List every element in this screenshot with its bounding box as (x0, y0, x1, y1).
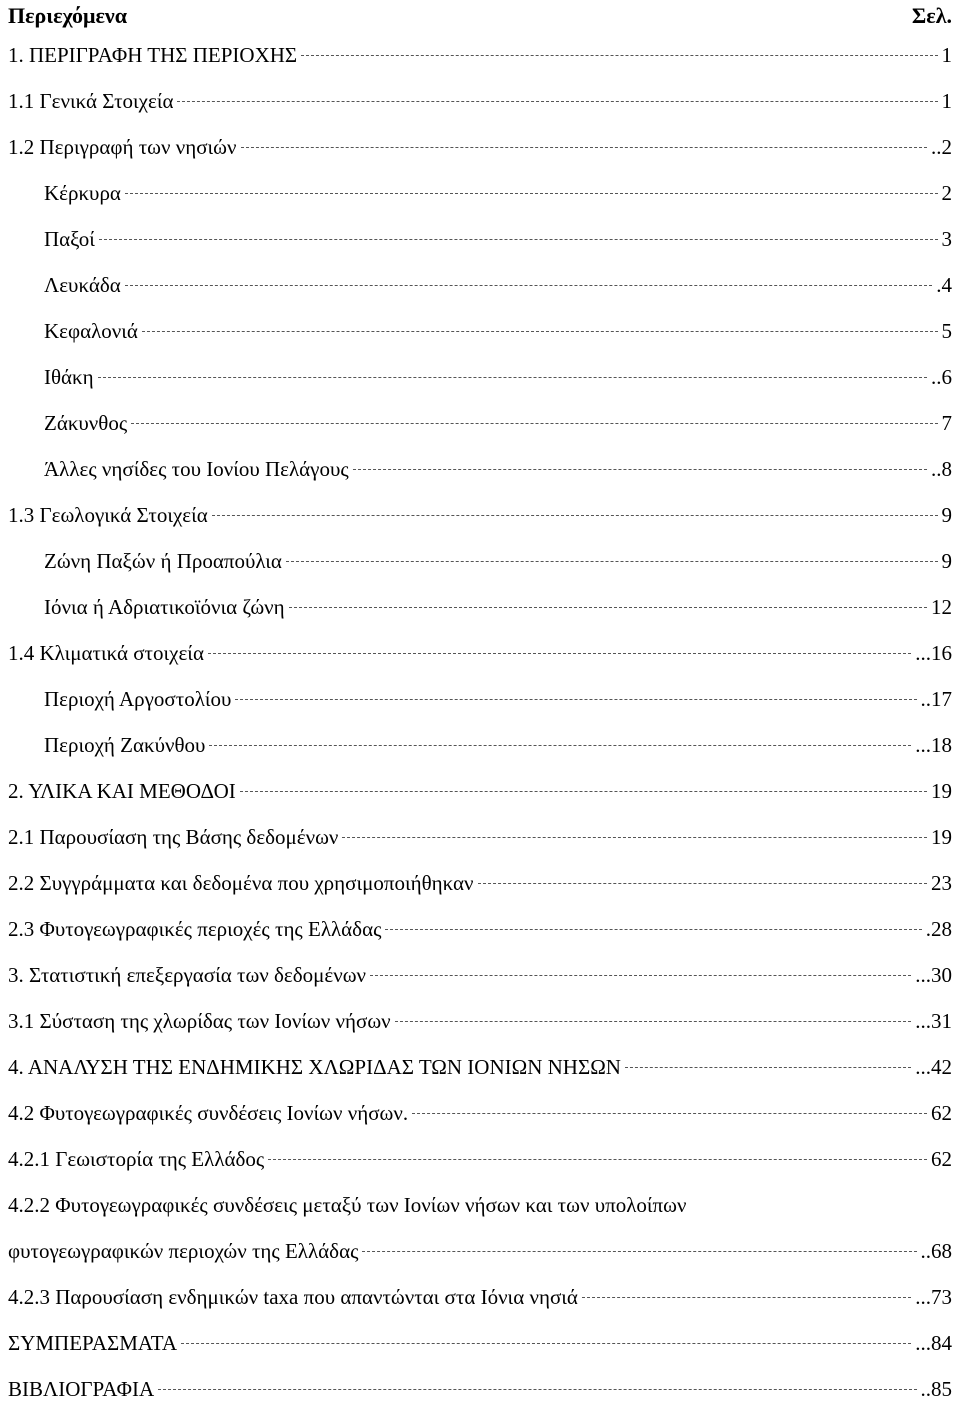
dot-leader (395, 1021, 912, 1022)
toc-entry-label: Κέρκυρα (44, 181, 121, 205)
toc-entry-label: Λευκάδα (44, 273, 121, 297)
dot-leader (582, 1297, 911, 1298)
toc-entry-page-number: 7 (941, 411, 952, 435)
toc-entry-label: 4.2.2 Φυτογεωγραφικές συνδέσεις μεταξύ των Ιονίων νήσων και των υπολοίπων (8, 1193, 687, 1217)
toc-entry-page-number: ..2 (931, 135, 952, 159)
dot-leader (370, 975, 911, 976)
dot-leader (209, 745, 911, 746)
toc-entry[interactable] (8, 722, 952, 768)
toc-entry-page-number: ...73 (915, 1285, 952, 1309)
toc-entry[interactable] (8, 630, 952, 676)
toc-entry[interactable] (8, 1136, 952, 1182)
dot-leader (125, 285, 933, 286)
dot-leader (412, 1113, 927, 1114)
dot-leader (131, 423, 937, 424)
toc-entry[interactable] (8, 354, 952, 400)
toc-entry-label: Ζάκυνθος (44, 411, 128, 435)
toc-entry-page-number: 1 (941, 89, 952, 113)
dot-leader (289, 607, 927, 608)
toc-entry-page-number: 62 (931, 1147, 952, 1171)
dot-leader (99, 239, 938, 240)
toc-entry-page-number: 9 (941, 549, 952, 573)
toc-entry-label: φυτογεωγραφικών περιοχών της Ελλάδας (8, 1239, 359, 1263)
dot-leader (353, 469, 927, 470)
toc-entry-label: 2.1 Παρουσίαση της Βάσης δεδομένων (8, 825, 339, 849)
toc-entry[interactable] (8, 1366, 952, 1412)
toc-entry[interactable] (8, 446, 952, 492)
toc-entry-label: Ιόνια ή Αδριατικοϊόνια ζώνη (44, 595, 285, 619)
toc-entry-label: Ζώνη Παξών ή Προαπούλια (44, 549, 282, 573)
toc-entry[interactable] (8, 1090, 952, 1136)
toc-entry[interactable] (8, 492, 952, 538)
toc-entry-page-number: ...31 (915, 1009, 952, 1033)
toc-entry[interactable] (8, 1320, 952, 1366)
toc-entry-page-number: ...18 (915, 733, 952, 757)
toc-entry-page-number: 12 (931, 595, 952, 619)
dot-leader (385, 929, 921, 930)
table-of-contents (8, 32, 952, 1418)
dot-leader (177, 101, 937, 102)
dot-leader (158, 1389, 916, 1390)
dot-leader (301, 55, 937, 56)
toc-entry[interactable] (8, 262, 952, 308)
toc-entry-label: ΒΙΒΛΙΟΓΡΑΦΙΑ (8, 1377, 155, 1401)
toc-entry-label: 1.4 Κλιματικά στοιχεία (8, 641, 204, 665)
toc-entry-page-number: .28 (925, 917, 952, 941)
toc-entry-page-number: 19 (931, 825, 952, 849)
toc-entry[interactable] (8, 1182, 952, 1228)
dot-leader (98, 377, 927, 378)
toc-entry-label: 3.1 Σύσταση της χλωρίδας των Ιονίων νήσων (8, 1009, 391, 1033)
dot-leader (241, 147, 928, 148)
toc-entry-page-number: 1 (941, 43, 952, 67)
dot-leader (478, 883, 927, 884)
toc-entry-page-number: 5 (941, 319, 952, 343)
dot-leader (240, 791, 927, 792)
dot-leader (625, 1067, 911, 1068)
toc-entry-label: 1.3 Γεωλογικά Στοιχεία (8, 503, 208, 527)
toc-entry-page-number: 23 (931, 871, 952, 895)
toc-entry-page-number: 9 (941, 503, 952, 527)
toc-heading-row (8, 0, 952, 32)
toc-entry[interactable] (8, 538, 952, 584)
toc-entry-page-number: ...30 (915, 963, 952, 987)
toc-entry-page-number: ..8 (931, 457, 952, 481)
page-column-label: Σελ. (911, 3, 952, 28)
toc-entry-label: 4.2 Φυτογεωγραφικές συνδέσεις Ιονίων νήσων. (8, 1101, 409, 1125)
dot-leader (268, 1159, 927, 1160)
toc-entry-page-number: 62 (931, 1101, 952, 1125)
toc-entry-label: 4.2.3 Παρουσίαση ενδημικών taxa που απαντώνται στα Ιόνια νησιά (8, 1285, 578, 1309)
dot-leader (142, 331, 938, 332)
toc-entry-label: 4. ΑΝΑΛΥΣΗ ΤΗΣ ΕΝΔΗΜΙΚΗΣ ΧΛΩΡΙΔΑΣ ΤΩΝ ΙΟΝΙΩΝ ΝΗΣΩΝ (8, 1055, 621, 1079)
dot-leader (342, 837, 927, 838)
toc-entry-label: 3. Στατιστική επεξεργασία των δεδομένων (8, 963, 367, 987)
toc-entry-page-number: 19 (931, 779, 952, 803)
toc-entry[interactable] (8, 998, 952, 1044)
toc-entry[interactable] (8, 308, 952, 354)
toc-entry-label: 4.2.1 Γεωιστορία της Ελλάδος (8, 1147, 265, 1171)
dot-leader (125, 193, 938, 194)
toc-entry[interactable] (8, 906, 952, 952)
toc-entry-label: Παξοί (44, 227, 95, 251)
toc-entry-page-number: ..17 (920, 687, 952, 711)
toc-entry-label: 1.1 Γενικά Στοιχεία (8, 89, 174, 113)
toc-entry-label: Άλλες νησίδες του Ιονίου Πελάγους (44, 457, 349, 481)
toc-entry[interactable] (8, 216, 952, 262)
toc-entry[interactable] (8, 768, 952, 814)
toc-entry-label: 1. ΠΕΡΙΓΡΑΦΗ ΤΗΣ ΠΕΡΙΟΧΗΣ (8, 43, 298, 67)
toc-entry[interactable] (8, 170, 952, 216)
toc-entry-label: Κεφαλονιά (44, 319, 138, 343)
toc-entry[interactable] (8, 1274, 952, 1320)
toc-entry-page-number: ...42 (915, 1055, 952, 1079)
toc-entry[interactable] (8, 1228, 952, 1274)
toc-entry-page-number: 2 (941, 181, 952, 205)
toc-entry-page-number: 3 (941, 227, 952, 251)
toc-entry-label: Περιοχή Αργοστολίου (44, 687, 232, 711)
toc-entry-label: 1.2 Περιγραφή των νησιών (8, 135, 237, 159)
toc-entry-page-number: ...84 (915, 1331, 952, 1355)
dot-leader (208, 653, 911, 654)
toc-entry[interactable] (8, 860, 952, 906)
dot-leader (235, 699, 916, 700)
toc-entry[interactable] (8, 400, 952, 446)
toc-entry[interactable] (8, 676, 952, 722)
toc-entry-label: Περιοχή Ζακύνθου (44, 733, 206, 757)
toc-entry-page-number: ..68 (920, 1239, 952, 1263)
toc-entry[interactable] (8, 584, 952, 630)
toc-entry-label: ΣΥΜΠΕΡΑΣΜΑΤΑ (8, 1331, 178, 1355)
toc-entry[interactable] (8, 32, 952, 78)
toc-entry[interactable] (8, 124, 952, 170)
toc-entry-label: 2.3 Φυτογεωγραφικές περιοχές της Ελλάδας (8, 917, 382, 941)
toc-entry-page-number: ..6 (931, 365, 952, 389)
toc-entry-page-number: ..85 (920, 1377, 952, 1401)
toc-entry-label: 2. ΥΛΙΚΑ ΚΑΙ ΜΕΘΟΔΟΙ (8, 779, 236, 803)
dot-leader (212, 515, 938, 516)
dot-leader (286, 561, 938, 562)
toc-entry-label: Ιθάκη (44, 365, 94, 389)
toc-entry[interactable] (8, 814, 952, 860)
toc-entry[interactable] (8, 952, 952, 998)
dot-leader (181, 1343, 911, 1344)
toc-entry-page-number: .4 (936, 273, 952, 297)
toc-entry-label: 2.2 Συγγράμματα και δεδομένα που χρησιμοποιήθηκαν (8, 871, 474, 895)
dot-leader (362, 1251, 916, 1252)
toc-entry-page-number: ...16 (915, 641, 952, 665)
toc-entry[interactable] (8, 78, 952, 124)
toc-title: Περιεχόμενα (8, 3, 128, 28)
toc-entry[interactable] (8, 1044, 952, 1090)
